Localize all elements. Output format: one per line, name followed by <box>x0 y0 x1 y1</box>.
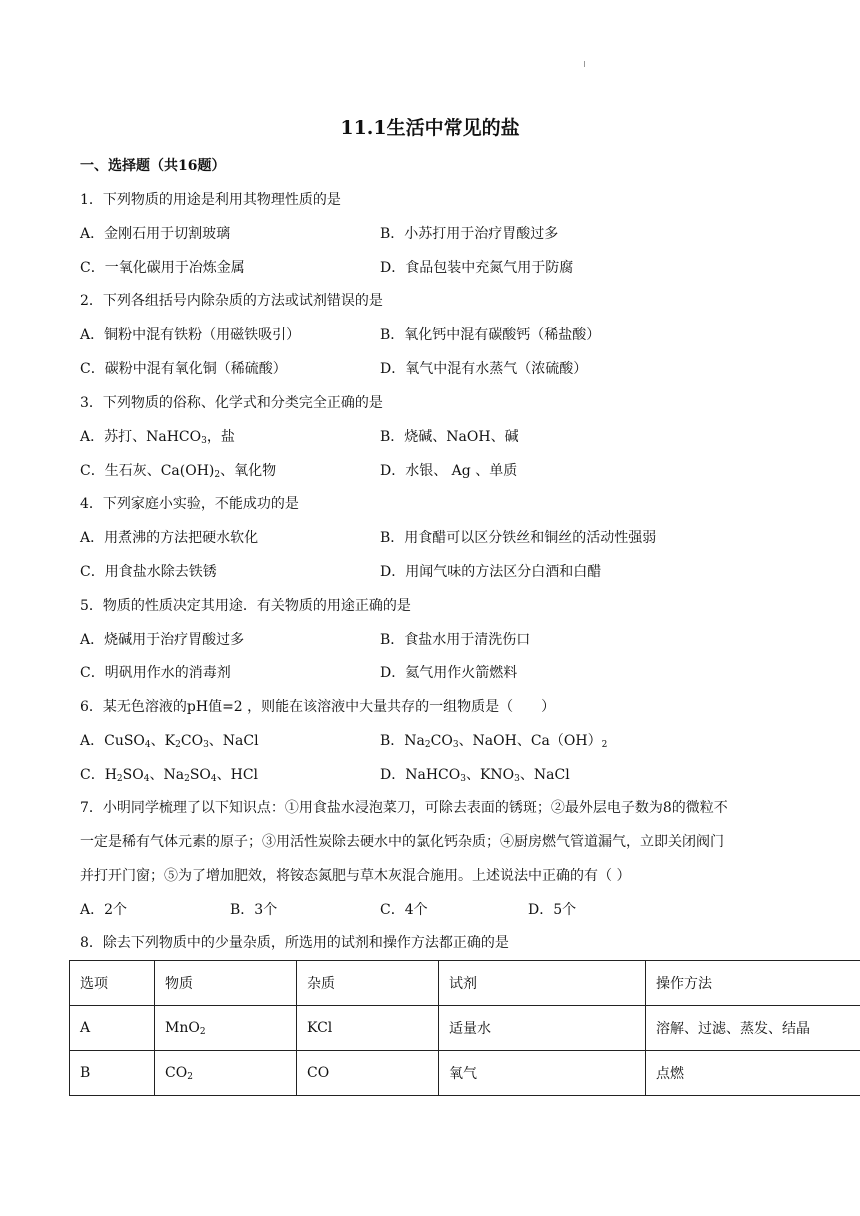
table-cell: 溶解、过滤、蒸发、结晶 <box>646 1006 860 1051</box>
question-7-stem-line-3: 并打开门窗；⑤为了增加肥效，将铵态氮肥与草木灰混合施用。上述说法中正确的有（ ） <box>80 868 631 884</box>
q7-option-b: B．3个 <box>230 902 278 918</box>
q6-option-d: D．NaHCO$_3$、$KNO_3$、NaCl <box>380 767 570 784</box>
q1-option-c: C．一氧化碳用于冶炼金属 <box>80 260 245 276</box>
table-cell: 点燃 <box>646 1051 860 1096</box>
q7-option-d: D．5个 <box>528 902 577 918</box>
q6-option-a: A．CuSO$_4$、$K_2CO_3$、NaCl <box>80 733 259 750</box>
table-row <box>70 1051 860 1096</box>
question-7-stem-line-2: 一定是稀有气体元素的原子；③用活性炭除去硬水中的氯化钙杂质；④厨房燃气管道漏气，立即关闭阀门 <box>80 834 724 850</box>
question-4-stem: 4．下列家庭小实验，不能成功的是 <box>80 496 299 512</box>
question-7-stem-line-1: 7．小明同学梳理了以下知识点：①用食盐水浸泡菜刀，可除去表面的锈斑；②最外层电子数为8的微粒不 <box>80 800 728 816</box>
q1-option-a: A．金刚石用于切割玻璃 <box>80 226 231 242</box>
table-cell: 氧气 <box>439 1051 646 1096</box>
table-header-cell: 操作方法 <box>646 961 860 1006</box>
q6-option-b: B．$Na_2CO_3$、NaOH、$Ca(OH)_2$ <box>380 733 608 750</box>
q4-option-b: B．用食醋可以区分铁丝和铜丝的活动性强弱 <box>380 530 657 546</box>
page-mark <box>584 61 585 67</box>
question-6-stem: 6．某无色溶液的pH值=2 ，则能在该溶液中大量共存的一组物质是（ ） <box>80 699 556 715</box>
q3-option-b: B．烧碱、NaOH、碱 <box>380 429 519 445</box>
q4-option-a: A．用煮沸的方法把硬水软化 <box>80 530 259 546</box>
table-row <box>70 1006 860 1051</box>
table-cell: $CO_2$ <box>155 1051 297 1096</box>
table-cell: KCl <box>297 1006 439 1051</box>
question-2-stem: 2．下列各组括号内除杂质的方法或试剂错误的是 <box>80 293 383 309</box>
table-header-cell: 试剂 <box>439 961 646 1006</box>
table-header-cell: 选项 <box>70 961 155 1006</box>
table-cell: 适量水 <box>439 1006 646 1051</box>
q2-option-a: A．铜粉中混有铁粉（用磁铁吸引） <box>80 327 301 343</box>
table-cell: A <box>70 1006 155 1051</box>
question-3-stem: 3．下列物质的俗称、化学式和分类完全正确的是 <box>80 395 383 411</box>
q1-option-d: D．食品包装中充氮气用于防腐 <box>380 260 574 276</box>
q3-option-a: A．苏打、NaHCO$_3$，盐 <box>80 429 235 446</box>
table-header-cell: 物质 <box>155 961 297 1006</box>
q5-option-c: C．明矾用作水的消毒剂 <box>80 665 231 681</box>
q2-option-d: D．氧气中混有水蒸气（浓硫酸） <box>380 361 588 377</box>
table-cell: MnO$_2$ <box>155 1006 297 1051</box>
q4-option-d: D．用闻气味的方法区分白酒和白醋 <box>380 564 602 580</box>
table-header-cell: 杂质 <box>297 961 439 1006</box>
q5-option-a: A．烧碱用于治疗胃酸过多 <box>80 632 245 648</box>
question-8-stem: 8．除去下列物质中的少量杂质，所选用的试剂和操作方法都正确的是 <box>80 935 509 951</box>
section-heading: 一、选择题（共16题） <box>80 158 226 174</box>
table-header-row <box>70 961 860 1006</box>
table-cell: CO <box>297 1051 439 1096</box>
table-cell: B <box>70 1051 155 1096</box>
question-1-stem: 1．下列物质的用途是利用其物理性质的是 <box>80 192 341 208</box>
q7-option-a: A．2个 <box>80 902 128 918</box>
question-5-stem: 5．物质的性质决定其用途．有关物质的用途正确的是 <box>80 598 411 614</box>
q2-option-b: B．氧化钙中混有碳酸钙（稀盐酸） <box>380 327 601 343</box>
q7-option-c: C．4个 <box>380 902 428 918</box>
q2-option-c: C．碳粉中混有氧化铜（稀硫酸） <box>80 361 287 377</box>
q5-option-b: B．食盐水用于清洗伤口 <box>380 632 531 648</box>
document-title: 11.1生活中常见的盐 <box>340 117 520 139</box>
q1-option-b: B．小苏打用于治疗胃酸过多 <box>380 226 559 242</box>
q6-option-c: C．$H_2SO_4$、$Na_2SO_4$、HCl <box>80 767 259 784</box>
q3-option-d: D．水银、 Ag 、单质 <box>380 463 518 479</box>
q4-option-c: C．用食盐水除去铁锈 <box>80 564 217 580</box>
q5-option-d: D．氦气用作火箭燃料 <box>380 665 518 681</box>
q3-option-c: C．生石灰、$Ca(OH)_2$、氧化物 <box>80 463 277 480</box>
impurity-table <box>69 960 860 1096</box>
